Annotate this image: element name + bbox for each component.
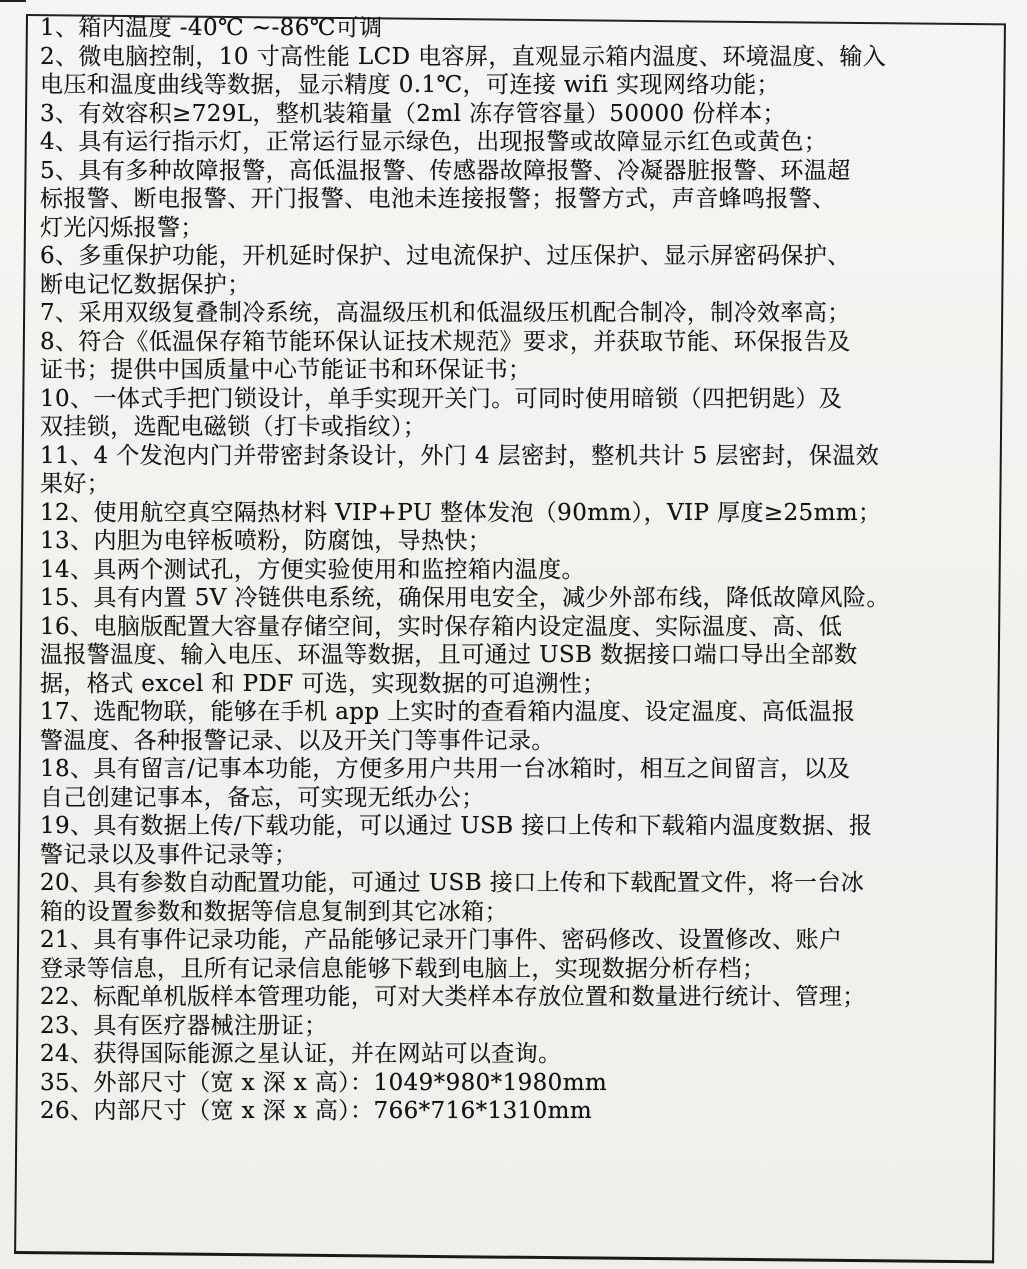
spec-line: 4、具有运行指示灯，正常运行显示绿色，出现报警或故障显示红色或黄色； — [40, 129, 828, 155]
spec-line: 电压和温度曲线等数据，显示精度 0.1℃，可连接 wifi 实现网络功能； — [40, 72, 780, 98]
spec-line: 8、符合《低温保存箱节能环保认证技术规范》要求，并获取节能、环保报告及 — [40, 328, 851, 355]
spec-line: 13、内胆为电锌板喷粉，防腐蚀，导热快； — [40, 528, 492, 554]
spec-line: 10、一体式手把门锁设计，单手实现开关门。可同时使用暗锁（四把钥匙）及 — [40, 385, 843, 412]
spec-list — [40, 14, 990, 1126]
spec-line: 2、微电脑控制，10 寸高性能 LCD 电容屏，直观显示箱内温度、环境温度、输入 — [40, 43, 887, 70]
spec-line: 温报警温度、输入电压、环温等数据，且可通过 USB 数据接口端口导出全部数 — [40, 642, 858, 668]
spec-line: 23、具有医疗器械注册证； — [40, 1012, 328, 1039]
spec-line: 18、具有留言/记事本功能，方便多用户共用一台冰箱时，相互之间留言，以及 — [40, 756, 851, 782]
spec-line: 果好； — [40, 471, 111, 497]
spec-line: 自己创建记事本，备忘，可实现无纸办公； — [40, 784, 485, 811]
spec-line: 1、箱内温度 -40℃ ~-86℃可调 — [40, 15, 383, 41]
spec-line: 标报警、断电报警、开门报警、电池未连接报警；报警方式，声音蜂鸣报警、 — [40, 186, 836, 212]
spec-line: 22、标配单机版样本管理功能，可对大类样本存放位置和数量进行统计、管理； — [40, 984, 866, 1010]
spec-line: 17、选配物联，能够在手机 app 上实时的查看箱内温度、设定温度、高低温报 — [40, 699, 856, 725]
spec-line: 证书；提供中国质量中心节能证书和环保证书； — [40, 357, 532, 383]
spec-line: 警温度、各种报警记录、以及开关门等事件记录。 — [40, 727, 555, 754]
spec-line: 双挂锁，选配电磁锁（打卡或指纹）； — [40, 414, 427, 440]
spec-line: 据，格式 excel 和 PDF 可选，实现数据的可追溯性； — [40, 670, 606, 697]
spec-line: 5、具有多种故障报警，高低温报警、传感器故障报警、冷凝器脏报警、环温超 — [40, 157, 851, 184]
spec-line: 15、具有内置 5V 冷链供电系统，确保用电安全，减少外部布线，降低故障风险。 — [40, 585, 890, 611]
spec-line: 35、外部尺寸（宽 x 深 x 高）：1049*980*1980mm — [40, 1069, 608, 1096]
spec-line: 19、具有数据上传/下载功能，可以通过 USB 接口上传和下载箱内温度数据、报 — [40, 813, 873, 839]
spec-line: 警记录以及事件记录等； — [40, 841, 298, 868]
spec-line: 21、具有事件记录功能，产品能够记录开门事件、密码修改、设置修改、账户 — [40, 927, 843, 953]
spec-line: 11、4 个发泡内门并带密封条设计，外门 4 层密封，整机共计 5 层密封，保温效 — [40, 442, 880, 469]
spec-line: 14、具两个测试孔，方便实验使用和监控箱内温度。 — [40, 556, 585, 583]
spec-line: 24、获得国际能源之星认证，并在网站可以查询。 — [40, 1041, 562, 1067]
spec-line: 登录等信息，且所有记录信息能够下载到电脑上，实现数据分析存档； — [40, 955, 766, 982]
spec-line: 16、电脑版配置大容量存储空间，实时保存箱内设定温度、实际温度、高、低 — [40, 613, 843, 640]
spec-line: 断电记忆数据保护； — [40, 271, 251, 298]
spec-line: 6、多重保护功能，开机延时保护、过电流保护、过压保护、显示屏密码保护、 — [40, 243, 851, 269]
spec-line: 箱的设置参数和数据等信息复制到其它冰箱； — [40, 898, 508, 925]
spec-line: 灯光闪烁报警； — [40, 214, 204, 241]
spec-line: 3、有效容积≥729L，整机装箱量（2ml 冻存管容量）50000 份样本； — [40, 100, 786, 127]
spec-line: 26、内部尺寸（宽 x 深 x 高）：766*716*1310mm — [40, 1098, 593, 1124]
spec-line: 12、使用航空真空隔热材料 VIP+PU 整体发泡（90mm），VIP 厚度≥25mm； — [40, 499, 882, 526]
spec-line: 7、采用双级复叠制冷系统，高温级压机和低温级压机配合制冷，制冷效率高； — [40, 300, 851, 326]
spec-line: 20、具有参数自动配置功能，可通过 USB 接口上传和下载配置文件，将一台冰 — [40, 870, 865, 896]
